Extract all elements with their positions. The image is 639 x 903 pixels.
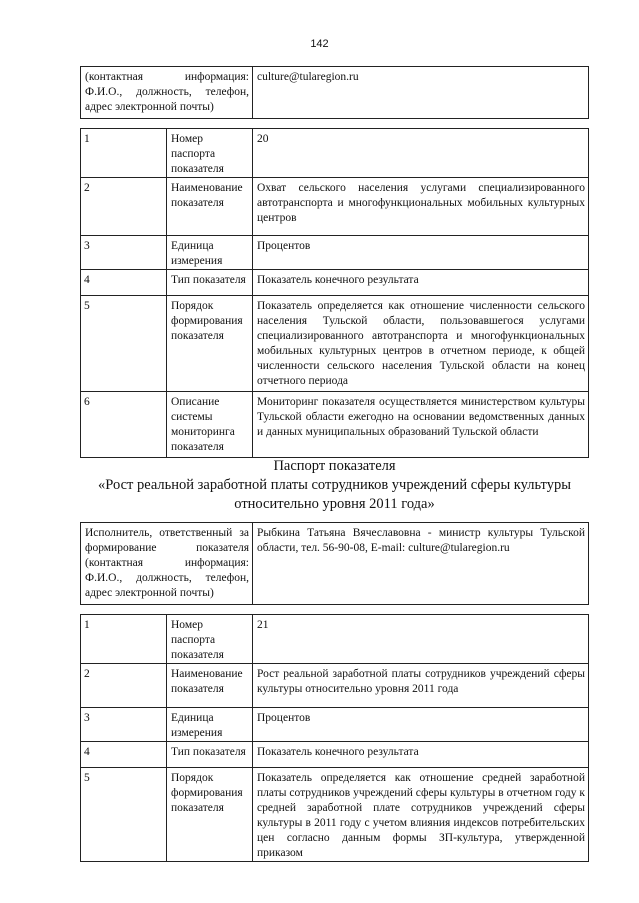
row-value: Показатель конечного результата: [253, 742, 589, 768]
row-value: Рост реальной заработной платы сотрудников учреждений сферы культуры относительно уровня 2011 года: [253, 664, 589, 708]
table-row: [81, 296, 589, 392]
table-row: [81, 236, 589, 270]
row-value: Мониторинг показателя осуществляется министерством культуры Тульской области ежегодно на основании ведомственных данных и данных муниципальных образований Тульской области: [253, 392, 589, 458]
table-row: [81, 270, 589, 296]
row-label: Порядок формирования показателя: [167, 296, 253, 392]
table-row: [81, 523, 589, 605]
row-label: Описание системы мониторинга показателя: [167, 392, 253, 458]
table-row: [81, 615, 589, 664]
table-row: [81, 129, 589, 178]
contact-value: culture@tularegion.ru: [253, 67, 589, 119]
row-label: Наименование показателя: [167, 664, 253, 708]
row-number: 5: [81, 768, 167, 862]
section-title-line: относительно уровня 2011 года»: [234, 496, 435, 512]
row-number: 3: [81, 708, 167, 742]
row-label: Номер паспорта показателя: [167, 615, 253, 664]
table-row: [81, 664, 589, 708]
row-number: 5: [81, 296, 167, 392]
indicator-passport-table-20: [80, 66, 589, 458]
section-title-line: «Рост реальной заработной платы сотрудников учреждений сферы культуры: [98, 477, 571, 493]
row-label: Наименование показателя: [167, 178, 253, 236]
row-number: 4: [81, 270, 167, 296]
row-number: 4: [81, 742, 167, 768]
row-number: 6: [81, 392, 167, 458]
row-value: Охват сельского населения услугами специализированного автотранспорта и многофункциональных мобильных культурных центров: [253, 178, 589, 236]
row-label: Единица измерения: [167, 236, 253, 270]
row-label: Тип показателя: [167, 742, 253, 768]
row-number: 3: [81, 236, 167, 270]
row-label: Порядок формирования показателя: [167, 768, 253, 862]
row-value: Показатель определяется как отношение средней заработной платы сотрудников учреждений сферы культуры в отчетном году к средней заработной плате сотрудников учреждений сферы культуры в 2011 году с учетом влияния индексов потребительских цен согласно данным формы ЗП-культура, утвержденной приказом: [253, 768, 589, 862]
table-row: [81, 392, 589, 458]
row-label: Тип показателя: [167, 270, 253, 296]
row-number: 1: [81, 615, 167, 664]
row-label: Единица измерения: [167, 708, 253, 742]
row-number: 2: [81, 178, 167, 236]
row-value: 20: [253, 129, 589, 178]
row-value: Процентов: [253, 236, 589, 270]
contact-label: (контактная информация: Ф.И.О., должность, телефон, адрес электронной почты): [81, 67, 253, 119]
row-value: Показатель конечного результата: [253, 270, 589, 296]
table-row: [81, 67, 589, 119]
row-number: 2: [81, 664, 167, 708]
executor-value: Рыбкина Татьяна Вячеславовна - министр культуры Тульской области, тел. 56-90-08, E-mail: culture@tularegion.ru: [253, 523, 589, 605]
section-title-line: Паспорт показателя: [273, 458, 396, 474]
row-number: 1: [81, 129, 167, 178]
row-value: Показатель определяется как отношение численности сельского населения Тульской области, пользовавшегося услугами специализированного автотранспорта и многофункциональных мобильных культурных центров в отчетном периоде, к общей численности сельского населения Тульской области на конец отчетного периода: [253, 296, 589, 392]
table-row: [81, 742, 589, 768]
table-row: [81, 768, 589, 862]
table-row: [81, 178, 589, 236]
executor-label: Исполнитель, ответственный за формирование показателя (контактная информация: Ф.И.О., должность, телефон, адрес электронной почты): [81, 523, 253, 605]
table-row: [81, 708, 589, 742]
row-value: Процентов: [253, 708, 589, 742]
page-number: 142: [310, 38, 329, 50]
indicator-passport-table-21: [80, 522, 589, 862]
row-value: 21: [253, 615, 589, 664]
section-title: [60, 457, 609, 514]
row-label: Номер паспорта показателя: [167, 129, 253, 178]
